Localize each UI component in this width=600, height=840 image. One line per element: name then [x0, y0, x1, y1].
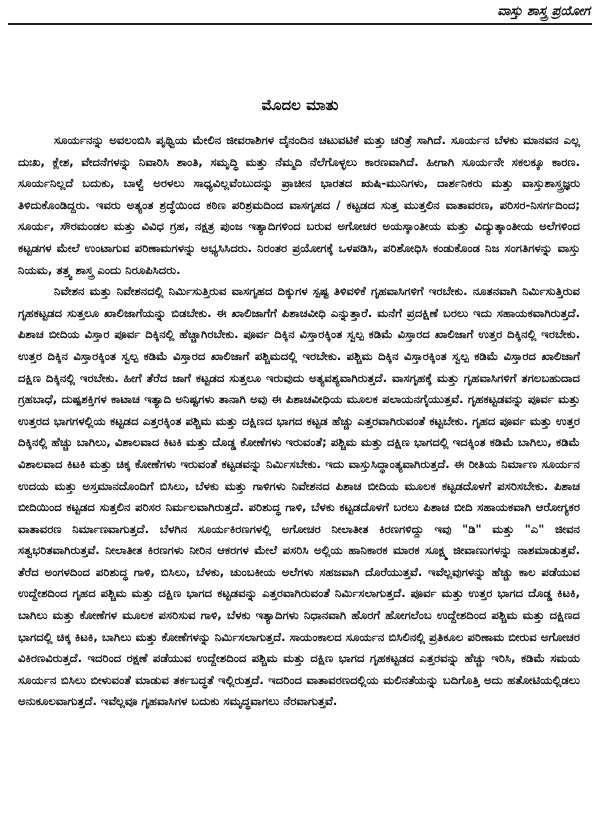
running-header-title: ವಾಸ್ತು ಶಾಸ್ತ್ರ ಪ್ರಯೋಗ [497, 4, 590, 19]
body-text [18, 130, 580, 713]
paragraph-1: ಸೂರ್ಯನನ್ನು ಅವಲಂಬಿಸಿ ಪೃಥ್ವಿಯ ಮೇಲಿನ ಜೀವರಾಶಿಗಳ ದೈನಂದಿನ ಚಟುವಟಿಕೆ ಮತ್ತು ಚರಿತ್ರೆ ಸಾಗಿದೆ. ಸೂರ್ಯನ ಬೆಳಕು ಮಾನವನ ಎಲ್ಲ ದುಃಖ, ಕ್ಲೇಶ, ವೇದನೆಗಳನ್ನು ನಿವಾರಿಸಿ ಶಾಂತಿ, ಸಮೃದ್ಧಿ ಮತ್ತು ನೆಮ್ಮದಿ ನೆಲೆಗೊಳ್ಳಲು ಕಾರಣವಾಗಿದೆ. ಹೀಗಾಗಿ ಸೂರ್ಯನೇ ಸಕಲಕ್ಕೂ ಕಾರಣ. ಸೂರ್ಯನಿಲ್ಲದೆ ಬದುಕು, ಬಾಳ್ವೆ ಅರಳಲು ಸಾಧ್ಯವಿಲ್ಲವೆಂಬುದನ್ನು ಪ್ರಾಚೀನ ಭಾರತದ ಋಷಿ-ಮುನಿಗಳು, ದಾರ್ಶನಿಕರು ಮತ್ತು ವಾಸ್ತುಶಾಸ್ತ್ರಜ್ಞರು ತಿಳಿದುಕೊಂಡಿದ್ದರು. ಇವರು ಅತ್ಯಂತ ಶ್ರದ್ಧೆಯಿಂದ ಕಠಿಣ ಪರಿಶ್ರಮದಿಂದ ವಾಸಗೃಹದ / ಕಟ್ಟಡದ ಸುತ್ತ ಮುತ್ತಲಿನ ವಾತಾವರಣ, ಪರಿಸರ-ನಿಸರ್ಗದಿಂದ; ಸೂರ್ಯ, ಸೌರಮಂಡಲ ಮತ್ತು ವಿವಿಧ ಗ್ರಹ, ನಕ್ಷತ್ರ ಪುಂಜ ಇತ್ಯಾದಿಗಳಿಂದ ಬರುವ ಅಗೋಚರ ಅಯಸ್ಕಾಂತೀಯ ಮತ್ತು ವಿದ್ಯುತ್ಕಾಂತೀಯ ಅಲೆಗಳಿಂದ ಕಟ್ಟಡಗಳ ಮೇಲೆ ಉಂಟಾಗುವ ಪರಿಣಾಮಗಳನ್ನು ಅಭ್ಯಸಿಸಿದರು. ನಿರಂತರ ಪ್ರಯೋಗಕ್ಕೆ ಒಳಪಡಿಸಿ, ಪರಿಶೋಧಿಸಿ ಕಂಡುಕೊಂಡ ನಿಜ ಸಂಗತಿಗಳನ್ನು ವಾಸ್ತು ನಿಯಮ, ತತ್ತ್ವ ಶಾಸ್ತ್ರ ಎಂದು ನಿರೂಪಿಸಿದರು. [18, 133, 580, 277]
paragraph-2: ನಿವೇಶನ ಮತ್ತು ನಿವೇಶನದಲ್ಲಿ ನಿರ್ಮಿಸುತ್ತಿರುವ ವಾಸಗೃಹದ ದಿಕ್ಕುಗಳ ಸ್ಪಷ್ಟ ತಿಳಿವಳಿಕೆ ಗೃಹವಾಸಿಗಳಿಗೆ ಇರಬೇಕು. ನೂತನವಾಗಿ ನಿರ್ಮಿಸುತ್ತಿರುವ ಗೃಹಕಟ್ಟಡದ ಸುತ್ತಲೂ ಖಾಲಿಜಾಗೆಯನ್ನು ಬಿಡಬೇಕು. ಈ ಖಾಲಿಜಾಗೆಗೆ ಪಿಶಾಚವೀಧಿ ಎನ್ನುತ್ತಾರೆ. ಮನೆಗೆ ಪ್ರದಕ್ಷಿಣೆ ಬರಲು ಇದು ಸಹಾಯಕವಾಗಿರುತ್ತದೆ. ಪಿಶಾಚ ಬೀದಿಯ ವಿಸ್ತಾರ ಪೂರ್ವ ದಿಕ್ಕಿನಲ್ಲಿ ಹೆಚ್ಚಾಗಿರಬೇಕು. ಪೂರ್ವ ದಿಕ್ಕಿನ ವಿಸ್ತಾರಕ್ಕಿಂತ ಸ್ವಲ್ಪ ಕಡಿಮೆ ವಿಸ್ತಾರದ ಖಾಲಿಜಾಗೆ ಉತ್ತರ ದಿಕ್ಕಿನಲ್ಲಿ ಇರಬೇಕು. ಉತ್ತರ ದಿಕ್ಕಿನ ವಿಸ್ತಾರಕ್ಕಿಂತ ಸ್ವಲ್ಪ ಕಡಿಮೆ ವಿಸ್ತಾರದ ಖಾಲಿಜಾಗೆ ಪಶ್ಚಿಮದಲ್ಲಿ ಇರಬೇಕು. ಪಶ್ಚಿಮ ದಿಕ್ಕಿನ ವಿಸ್ತಾರಕ್ಕಿಂತ ಸ್ವಲ್ಪ ಕಡಿಮೆ ವಿಸ್ತಾರದ ಖಾಲಿಜಾಗೆ ದಕ್ಷಿಣ ದಿಕ್ಕಿನಲ್ಲಿ ಇರಬೇಕು. ಹೀಗೆ ತೆರೆದ ಜಾಗೆ ಕಟ್ಟಡದ ಸುತ್ತಲೂ ಇರುವುದು ಅತ್ಯವಶ್ಯವಾಗಿರುತ್ತದೆ. ವಾಸಗೃಹಕ್ಕೆ ಮತ್ತು ಗೃಹವಾಸಿಗಳಿಗೆ ತಗಲಬಹುದಾದ ಗ್ರಹಬಾಧೆ, ದುಷ್ಪಶಕ್ತಿಗಳ ಕಾಟಾಚ ಇತ್ಯಾದಿ ಅನಿಷ್ಟಗಳು ತಾನಾಗಿ ಅವು ಈ ಪಿಶಾಚವೀಧಿಯ ಮೂಲಕ ಪಲಾಯನಗೈಯುತ್ತವೆ. ಗೃಹಕಟ್ಟಡವನ್ನು ಪೂರ್ವ ಮತ್ತು ಉತ್ತರದ ಭಾಗಗಳಲ್ಲಿಯ ಕಟ್ಟಡದ ಎತ್ತರಕ್ಕಿಂತ ಪಶ್ಚಿಮ ಮತ್ತು ದಕ್ಷಿಣದ ಭಾಗದ ಕಟ್ಟಡ ಹೆಚ್ಚು ಎತ್ತರವಾಗಿರುವಂತೆ ಕಟ್ಟಬೇಕು. ಗೃಹದ ಪೂರ್ವ ಮತ್ತು ಉತ್ತರ ದಿಕ್ಕಿನಲ್ಲಿ ಹೆಚ್ಚು ಬಾಗಿಲು, ವಿಶಾಲವಾದ ಕಿಟಕಿ ಮತ್ತು ದೊಡ್ಡ ಕೋಣೆಗಳು ಇರುವಂತೆ; ಪಶ್ಚಿಮ ಮತ್ತು ದಕ್ಷಿಣ ಭಾಗದಲ್ಲಿ ಇದಕ್ಕಿಂತ ಕಡಿಮೆ ಬಾಗಿಲು, ಕಡಿಮೆ ವಿಶಾಲವಾದ ಕಿಟಕಿ ಮತ್ತು ಚಿಕ್ಕ ಕೋಣೆಗಳು ಇರುವಂತೆ ಕಟ್ಟಡವನ್ನು ನಿರ್ಮಿಸಬೇಕು. ಇದು ವಾಸ್ತುಸಿದ್ಧಾಂತ್ಯವಾಗಿರುತ್ತದೆ. ಈ ರೀತಿಯ ನಿರ್ಮಾಣ ಸೂರ್ಯನ ಉದಯ ಮತ್ತು ಅಸ್ತಮಾನದೊಂದಿಗೆ ಬಿಸಿಲು, ಬೆಳಕು ಮತ್ತು ಗಾಳಿಗಳು ನಿವೇಶನದ ಪಿಶಾಚ ಬೀದಿಯ ಮೂಲಕ ಕಟ್ಟಡದೊಳಗೆ ಪಸರಿಸಬೇಕು. ಪಿಶಾಚ ಬೀದಿಯಿಂದ ಕಟ್ಟಡದ ಸುತ್ತಲಿನ ಪರಿಸರ ನಿರ್ಮಲವಾಗಿರುತ್ತದೆ. ಪರಿಶುದ್ಧ ಗಾಳಿ, ಬೆಳಕು ಕಟ್ಟಡದೊಳಗೆ ಬರಲು ಪಿಶಾಚ ಬೀದಿ ಸಹಾಯಕವಾಗಿ ಆರೋಗ್ಯಕರ ವಾತಾವರಣ ನಿರ್ಮಾಣವಾಗುತ್ತದೆ. ಬೆಳಗಿನ ಸೂರ್ಯಕಿರಣಗಳಲ್ಲಿ ಅಗೋಚರ ನೀಲಾತೀತ ಕಿರಣಗಳಿದ್ದು ಇವು "ಡಿ" ಮತ್ತು "ಎ" ಜೀವನ ಸತ್ವಭರಿತವಾಗಿರುತ್ತವೆ. ನೀಲಾತೀತ ಕಿರಣಗಳು ನೀರಿನ ಆಕರಗಳ ಮೇಲೆ ಪಸರಿಸಿ ಅಲ್ಲಿಯ ಹಾನಿಕಾರಕ ಮಾರಕ ಸೂಕ್ಷ್ಮ ಜೀವಾಣುಗಳನ್ನು ನಾಶಮಾಡುತ್ತವೆ. ತೆರೆದ ಅಂಗಳದಿಂದ ಪರಿಶುದ್ಧ ಗಾಳಿ, ಬಿಸಿಲು, ಬೆಳಕು, ಚುಂಬಕೀಯ ಅಲೆಗಳು ಸಹಜವಾಗಿ ದೊರೆಯುತ್ತವೆ. ಇವೆಲ್ಲವುಗಳನ್ನು ಹೆಚ್ಚು ಕಾಲ ಪಡೆಯುವ ಉದ್ದೇಶದಿಂದ ಗೃಹದ ಪಶ್ಚಿಮ ಮತ್ತು ದಕ್ಷಿಣ ಭಾಗದ ಕಟ್ಟಡವನ್ನು ಎತ್ತರವಾಗಿರುವಂತೆ ನಿರ್ಮಿಸಲಾಗುತ್ತದೆ. ಪೂರ್ವ ಮತ್ತು ಉತ್ತರ ಭಾಗದ ದೊಡ್ಡ ಕಿಟಕಿ, ಬಾಗಿಲು ಮತ್ತು ಕೋಣೆಗಳ ಮೂಲಕ ಪಸರಿಸುವ ಗಾಳಿ, ಬೆಳಕು ಇತ್ಯಾದಿಗಳು ನಿಧಾನವಾಗಿ ಹೊರಗೆ ಹೋಗಲೆಂಬ ಉದ್ದೇಶದಿಂದ ಪಶ್ಚಿಮ ಮತ್ತು ದಕ್ಷಿಣದ ಭಾಗದಲ್ಲಿ ಚಿಕ್ಕ ಕಿಟಕಿ, ಬಾಗಿಲು ಮತ್ತು ಕೋಣೆಗಳನ್ನು ನಿರ್ಮಿಸಲಾಗುತ್ತದೆ. ಸಾಯಂಕಾಲದ ಸೂರ್ಯನ ಬಿಸಿಲಿನಲ್ಲಿ ಪ್ರತಿಕೂಲ ಪರಿಣಾಮ ಬೀರುವ ಅಗೋಚರ ವಿಕಿರಣವಿರುತ್ತದೆ. ಇದರಿಂದ ರಕ್ಷಣೆ ಪಡೆಯುವ ಉದ್ದೇಶದಿಂದ ಪಶ್ಚಿಮ ಮತ್ತು ದಕ್ಷಿಣ ಭಾಗದ ಗೃಹಕಟ್ಟಡದ ಎತ್ತರವನ್ನು ಹೆಚ್ಚು ಇರಿಸಿ, ಕಡಿಮೆ ಸಮಯ ಸೂರ್ಯನ ಬಿಸಿಲು ಬೀಳುವಂತೆ ಮಾಡುವ ತರ್ಕಬದ್ಧತೆ ಇಲ್ಲಿರುತ್ತದೆ. ಇದರಿಂದ ವಾತಾವರಣದಲ್ಲಿಯ ಮಲಿನತೆಯನ್ನು ಬದಿಗೊತ್ತಿ ಅದು ಹತೋಟಿಯಲ್ಲಿಡಲು ಅನುಕೂಲವಾಗುತ್ತದೆ. ಇವೆಲ್ಲವೂ ಗೃಹವಾಸಿಗಳ ಬದುಕು ಸಮೃದ್ಧವಾಗಲು ನೆರವಾಗುತ್ತವೆ. [18, 284, 580, 709]
chapter-title: ಮೊದಲ ಮಾತು [261, 96, 339, 114]
header-divider [8, 23, 592, 25]
